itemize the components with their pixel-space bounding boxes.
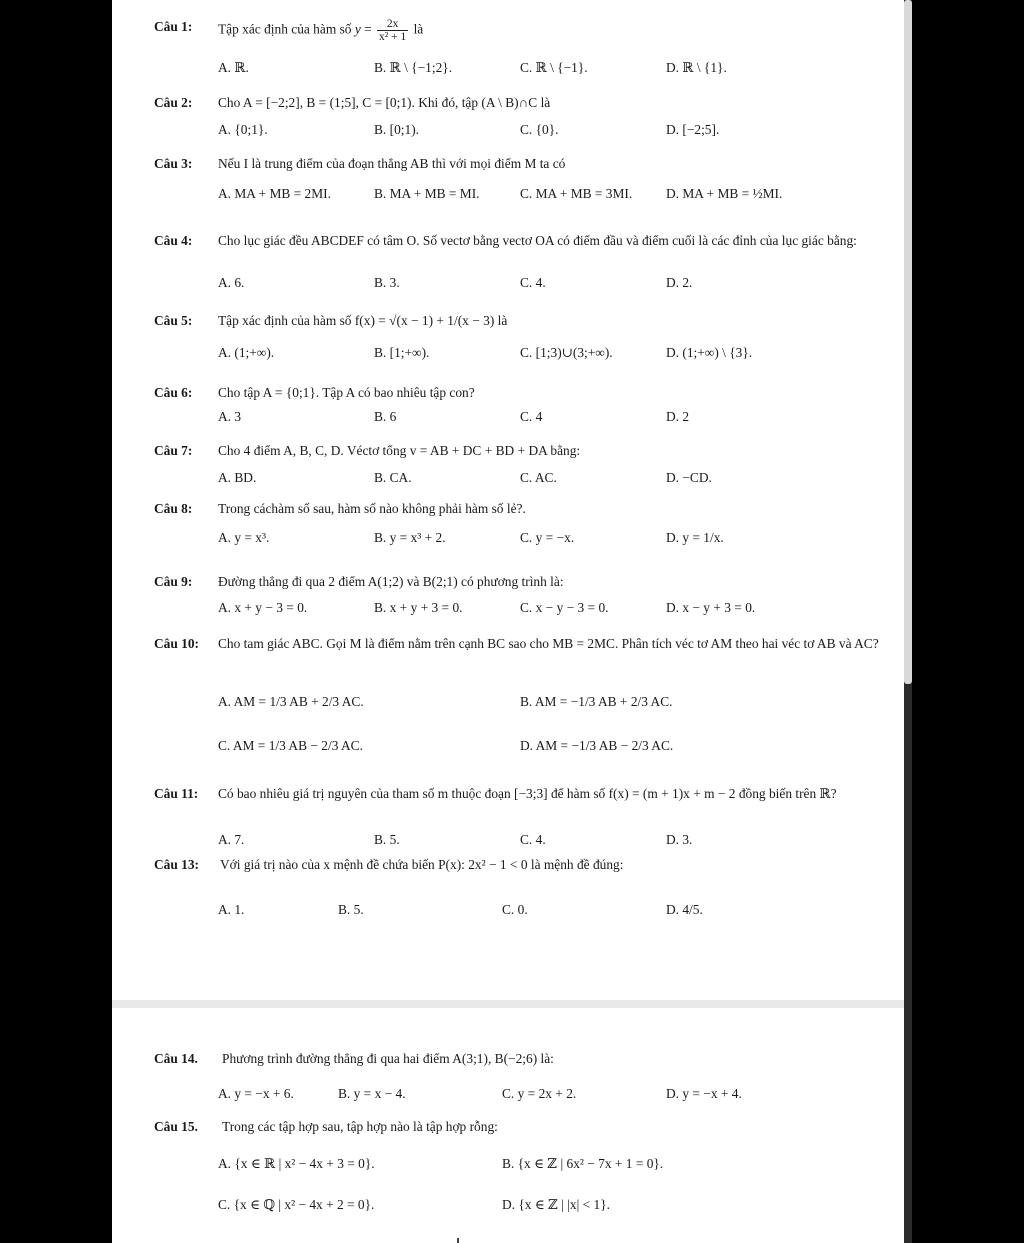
option-b: B. y = x³ + 2. [374,530,446,545]
option-d: D. MA + MB = ½MI. [666,186,783,201]
question-label: Câu 3: [154,156,193,171]
option-d: D. y = −x + 4. [666,1086,742,1101]
option-d: D. y = 1/x. [666,530,724,545]
question-label: Câu 5: [154,313,193,328]
option-d: D. −CD. [666,470,712,485]
exam-page [112,0,904,1243]
option-d: D. 3. [666,832,693,847]
question-text: Cho 4 điểm A, B, C, D. Véctơ tổng v = AB + DC + BD + DA bằng: [218,443,581,458]
question-label: Câu 15. [154,1119,198,1134]
question-label: Câu 10: [154,636,200,651]
question-label: Câu 13: [154,857,200,872]
option-c: C. x − y − 3 = 0. [520,600,609,615]
option-c: C. ℝ \ {−1}. [520,60,588,75]
option-a: A. 3 [218,409,242,424]
option-b: B. x + y + 3 = 0. [374,600,463,615]
option-a: A. ℝ. [218,60,249,75]
option-d: D. 2. [666,275,693,290]
option-b: B. 5. [374,832,400,847]
question-text: Đường thẳng đi qua 2 điểm A(1;2) và B(2;1) có phương trình là: [218,574,564,589]
option-c: C. [1;3)∪(3;+∞). [520,345,613,360]
question-label: Câu 4: [154,233,193,248]
question-label: Câu 11: [154,786,199,801]
question-label: Câu 9: [154,574,193,589]
option-d: D. (1;+∞) \ {3}. [666,345,753,360]
option-c: C. 0. [502,902,528,917]
question-text: Tập xác định của hàm số f(x) = √(x − 1) + 1/(x − 3) là [218,313,508,328]
option-c: C. {x ∈ ℚ | x² − 4x + 2 = 0}. [218,1197,375,1212]
scrollbar-thumb[interactable] [904,0,912,684]
option-b: B. ℝ \ {−1;2}. [374,60,453,75]
option-c: C. 4. [520,275,546,290]
question-label: Câu 1: [154,19,193,34]
option-b: B. y = x − 4. [338,1086,406,1101]
option-c: C. 4 [520,409,543,424]
option-d: D. {x ∈ ℤ | |x| < 1}. [502,1197,611,1212]
option-c: C. MA + MB = 3MI. [520,186,633,201]
option-d: D. [−2;5]. [666,122,720,137]
option-d: D. x − y + 3 = 0. [666,600,756,615]
option-c: C. AM = 1/3 AB − 2/3 AC. [218,738,363,753]
option-b: B. 3. [374,275,400,290]
question-text: Cho lục giác đều ABCDEF có tâm O. Số vectơ bằng vectơ OA có điểm đầu và điểm cuối là các đỉnh của lục giác bằng: [218,233,857,248]
option-c: C. y = −x. [520,530,575,545]
question-text: Có bao nhiêu giá trị nguyên của tham số m thuộc đoạn [−3;3] để hàm số f(x) = (m + 1)x + m − 2 đồng biến trên ℝ? [218,786,837,801]
option-c: C. y = 2x + 2. [502,1086,577,1101]
option-a: A. {x ∈ ℝ | x² − 4x + 3 = 0}. [218,1156,375,1171]
option-a: A. AM = 1/3 AB + 2/3 AC. [218,694,364,709]
question-label: Câu 14. [154,1051,198,1066]
question-text: Tập xác định của hàm số y = $\frac{2x}{\text{x² + 1}}$ là [218,18,424,43]
question-text: Cho A = [−2;2], B = (1;5], C = [0;1). Khi đó, tập (A \ B)∩C là [218,95,551,110]
option-a: A. {0;1}. [218,122,268,137]
option-c: C. 4. [520,832,546,847]
option-d: D. 2 [666,409,690,424]
option-c: C. AC. [520,470,557,485]
question-label: Câu 2: [154,95,193,110]
question-text: Phương trình đường thẳng đi qua hai điểm A(3;1), B(−2;6) là: [222,1051,554,1066]
option-b: B. 6 [374,409,397,424]
option-b: B. [0;1). [374,122,420,137]
option-a: A. y = −x + 6. [218,1086,294,1101]
option-a: A. 7. [218,832,245,847]
question-text: Cho tam giác ABC. Gọi M là điểm nằm trên cạnh BC sao cho MB = 2MC. Phân tích véc tơ AM theo hai véc tơ AB và AC? [218,636,879,651]
option-a: A. (1;+∞). [218,345,275,360]
page-separator [112,1000,904,1008]
option-d: D. AM = −1/3 AB − 2/3 AC. [520,738,674,753]
option-a: A. x + y − 3 = 0. [218,600,308,615]
option-b: B. AM = −1/3 AB + 2/3 AC. [520,694,673,709]
option-a: A. 1. [218,902,245,917]
option-a: A. BD. [218,470,257,485]
question-label: Câu 7: [154,443,193,458]
option-d: D. ℝ \ {1}. [666,60,727,75]
question-text: Nếu I là trung điểm của đoạn thẳng AB thì với mọi điểm M ta có [218,156,566,171]
option-b: B. [1;+∞). [374,345,430,360]
option-b: B. 5. [338,902,364,917]
question-label: Câu 8: [154,501,193,516]
option-a: A. 6. [218,275,245,290]
question-text: Cho tập A = {0;1}. Tập A có bao nhiêu tập con? [218,385,475,400]
option-b: B. {x ∈ ℤ | 6x² − 7x + 1 = 0}. [502,1156,664,1171]
option-a: A. MA + MB = 2MI. [218,186,331,201]
option-b: B. CA. [374,470,412,485]
question-text: Trong các tập hợp sau, tập hợp nào là tập hợp rỗng: [222,1119,498,1134]
page-mark [457,1238,459,1243]
option-b: B. MA + MB = MI. [374,186,480,201]
option-a: A. y = x³. [218,530,270,545]
option-c: C. {0}. [520,122,559,137]
question-text: Với giá trị nào của x mệnh đề chứa biến P(x): 2x² − 1 < 0 là mệnh đề đúng: [220,857,624,872]
option-d: D. 4/5. [666,902,703,917]
question-text: Trong cáchàm số sau, hàm số nào không phải hàm số lẻ?. [218,501,526,516]
question-label: Câu 6: [154,385,193,400]
